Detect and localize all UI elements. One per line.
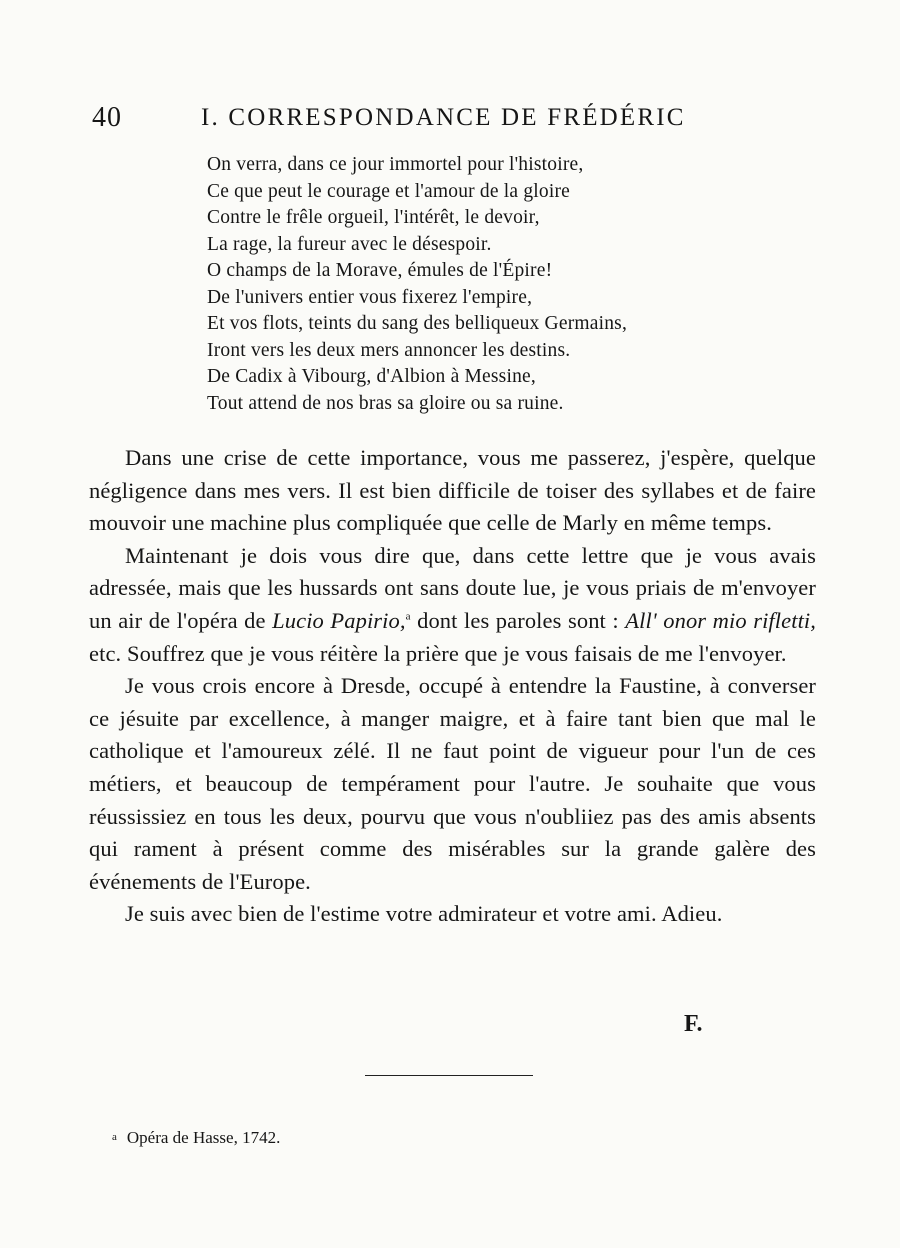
footnote-text: Opéra de Hasse, 1742. (126, 1128, 281, 1147)
footnote (112, 1128, 280, 1148)
verse-line: Iront vers les deux mers annoncer les destins. (207, 339, 571, 361)
footnote-mark: a (112, 1131, 117, 1143)
paragraph-2 (89, 540, 816, 670)
running-title: I. CORRESPONDANCE DE FRÉDÉRIC (201, 104, 686, 131)
verse-line: Ce que peut le courage et l'amour de la gloire (207, 180, 571, 202)
verse-line: Contre le frêle orgueil, l'intérêt, le devoir, (207, 207, 540, 228)
footnote-rule (365, 1075, 533, 1076)
verse-line: Tout attend de nos bras sa gloire ou sa ruine. (207, 392, 564, 414)
paragraph-3: Je vous crois encore à Dresde, occupé à entendre la Faustine, à converser ce jésuite par excellence, à manger maigre, et à faire tant bien que mal le catholique et l'amoureux zélé. Il ne faut point de vigueur pour l'un de ces métiers, et beaucoup de tempérament pour l'autre. Je souhaite que vous réussissiez en tous les deux, pourvu que vous n'oubliiez pas des amis absents qui rament à présent comme des misérables sur la grande galère des événements de l'Europe. (89, 673, 816, 894)
verse-line: On verra, dans ce jour immortel pour l'histoire, (207, 154, 584, 175)
footnote-reference: a (405, 610, 411, 623)
verse-line: De Cadix à Vibourg, d'Albion à Messine, (207, 366, 536, 387)
paragraph-2-text-c: etc. Souffrez que je vous réitère la prière que je vous faisais de me l'envoyer. (89, 640, 787, 666)
verse-line: La rage, la fureur avec le désespoir. (207, 233, 492, 255)
paragraph-2-text-a: Maintenant je dois vous dire que, dans cette lettre que je vous avais adressée, mais que les hussards ont sans doute lue, je vous priais de m'envoyer un air de l'opéra de (89, 542, 816, 633)
paragraph-4: Je suis avec bien de l'estime votre admirateur et votre ami. Adieu. (125, 901, 723, 927)
opera-title: Lucio Papirio, (272, 607, 406, 633)
prose-body (89, 442, 816, 931)
verse-block (207, 152, 627, 417)
aria-title: All' onor mio rifletti, (625, 607, 817, 633)
verse-line: Et vos flots, teints du sang des belliqueux Germains, (207, 313, 628, 334)
verse-line: De l'univers entier vous fixerez l'empire, (207, 286, 533, 308)
verse-line: O champs de la Morave, émules de l'Épire! (207, 260, 553, 281)
page-header (92, 102, 820, 138)
signature: F. (684, 1011, 703, 1037)
paragraph-1: Dans une crise de cette importance, vous me passerez, j'espère, quelque négligence dans mes vers. Il est bien difficile de toiser des syllabes et de faire mouvoir une machine plus compliquée que celle de Marly en même temps. (89, 445, 816, 536)
paragraph-2-text-b: dont les paroles sont : (410, 607, 626, 633)
page-number: 40 (92, 102, 122, 133)
